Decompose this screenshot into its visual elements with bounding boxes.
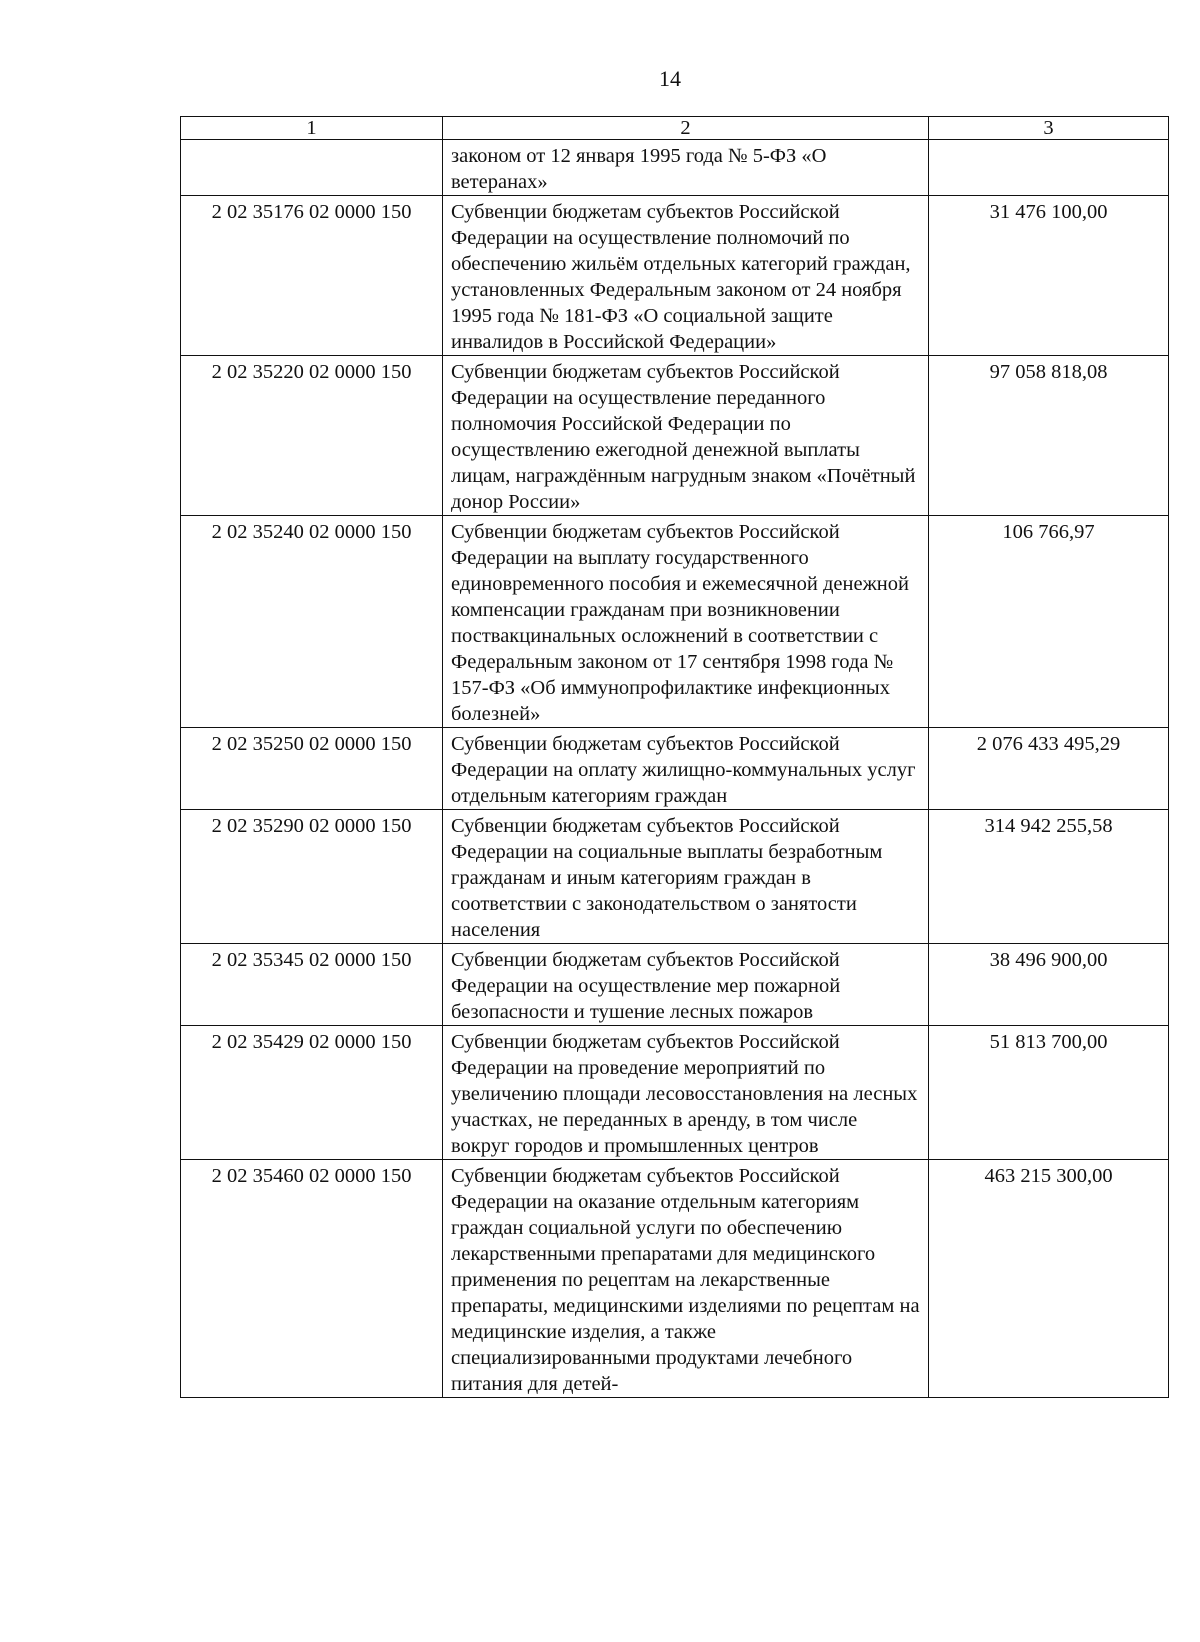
column-header-2: 2: [443, 117, 929, 140]
row-description: Субвенции бюджетам субъектов Российской Федерации на социальные выплаты безработным гражданам и иным категориям граждан в соответствии с законодательством о занятости населения: [443, 810, 929, 944]
row-code: 2 02 35345 02 0000 150: [181, 944, 443, 1026]
row-description: Субвенции бюджетам субъектов Российской Федерации на осуществление переданного полномочия Российской Федерации по осуществлению ежегодной денежной выплаты лицам, награждённым нагрудным знаком «Почётный донор России»: [443, 356, 929, 516]
table-row: [181, 1160, 1169, 1398]
column-header-1: 1: [181, 117, 443, 140]
row-description: Субвенции бюджетам субъектов Российской Федерации на оказание отдельным категориям граждан социальной услуги по обеспечению лекарственными препаратами для медицинского применения по рецептам на лекарственные препараты, медицинскими изделиями по рецептам на медицинские изделия, а также специализированными продуктами лечебного питания для детей-: [443, 1160, 929, 1398]
row-description: Субвенции бюджетам субъектов Российской Федерации на оплату жилищно-коммунальных услуг отдельным категориям граждан: [443, 728, 929, 810]
row-code: 2 02 35176 02 0000 150: [181, 196, 443, 356]
budget-table: [180, 116, 1169, 1398]
table-row: [181, 1026, 1169, 1160]
table-header-row: [181, 117, 1169, 140]
row-code: 2 02 35250 02 0000 150: [181, 728, 443, 810]
table-row: [181, 728, 1169, 810]
row-amount: [929, 140, 1169, 196]
table-row: [181, 810, 1169, 944]
row-description: Субвенции бюджетам субъектов Российской Федерации на осуществление мер пожарной безопасности и тушение лесных пожаров: [443, 944, 929, 1026]
row-code: 2 02 35429 02 0000 150: [181, 1026, 443, 1160]
table-row: [181, 516, 1169, 728]
page-number: 14: [659, 66, 681, 91]
row-amount: 106 766,97: [929, 516, 1169, 728]
row-description: Субвенции бюджетам субъектов Российской Федерации на выплату государственного единовременного пособия и ежемесячной денежной компенсации гражданам при возникновении поствакцинальных осложнений в соответствии с Федеральным законом от 17 сентября 1998 года № 157-ФЗ «Об иммунопрофилактике инфекционных болезней»: [443, 516, 929, 728]
table-row: [181, 356, 1169, 516]
row-description: законом от 12 января 1995 года № 5-ФЗ «О ветеранах»: [443, 140, 929, 196]
table-row: [181, 140, 1169, 196]
row-description: Субвенции бюджетам субъектов Российской Федерации на проведение мероприятий по увеличению площади лесовосстановления на лесных участках, не переданных в аренду, в том числе вокруг городов и промышленных центров: [443, 1026, 929, 1160]
row-amount: 51 813 700,00: [929, 1026, 1169, 1160]
column-header-3: 3: [929, 117, 1169, 140]
row-amount: 463 215 300,00: [929, 1160, 1169, 1398]
table-row: [181, 944, 1169, 1026]
table-row: [181, 196, 1169, 356]
row-description: Субвенции бюджетам субъектов Российской Федерации на осуществление полномочий по обеспечению жильём отдельных категорий граждан, установленных Федеральным законом от 24 ноября 1995 года № 181-ФЗ «О социальной защите инвалидов в Российской Федерации»: [443, 196, 929, 356]
row-amount: 97 058 818,08: [929, 356, 1169, 516]
row-code: 2 02 35460 02 0000 150: [181, 1160, 443, 1398]
row-amount: 31 476 100,00: [929, 196, 1169, 356]
row-code: 2 02 35240 02 0000 150: [181, 516, 443, 728]
row-code: 2 02 35220 02 0000 150: [181, 356, 443, 516]
row-amount: 314 942 255,58: [929, 810, 1169, 944]
row-code: 2 02 35290 02 0000 150: [181, 810, 443, 944]
row-code: [181, 140, 443, 196]
row-amount: 2 076 433 495,29: [929, 728, 1169, 810]
row-amount: 38 496 900,00: [929, 944, 1169, 1026]
